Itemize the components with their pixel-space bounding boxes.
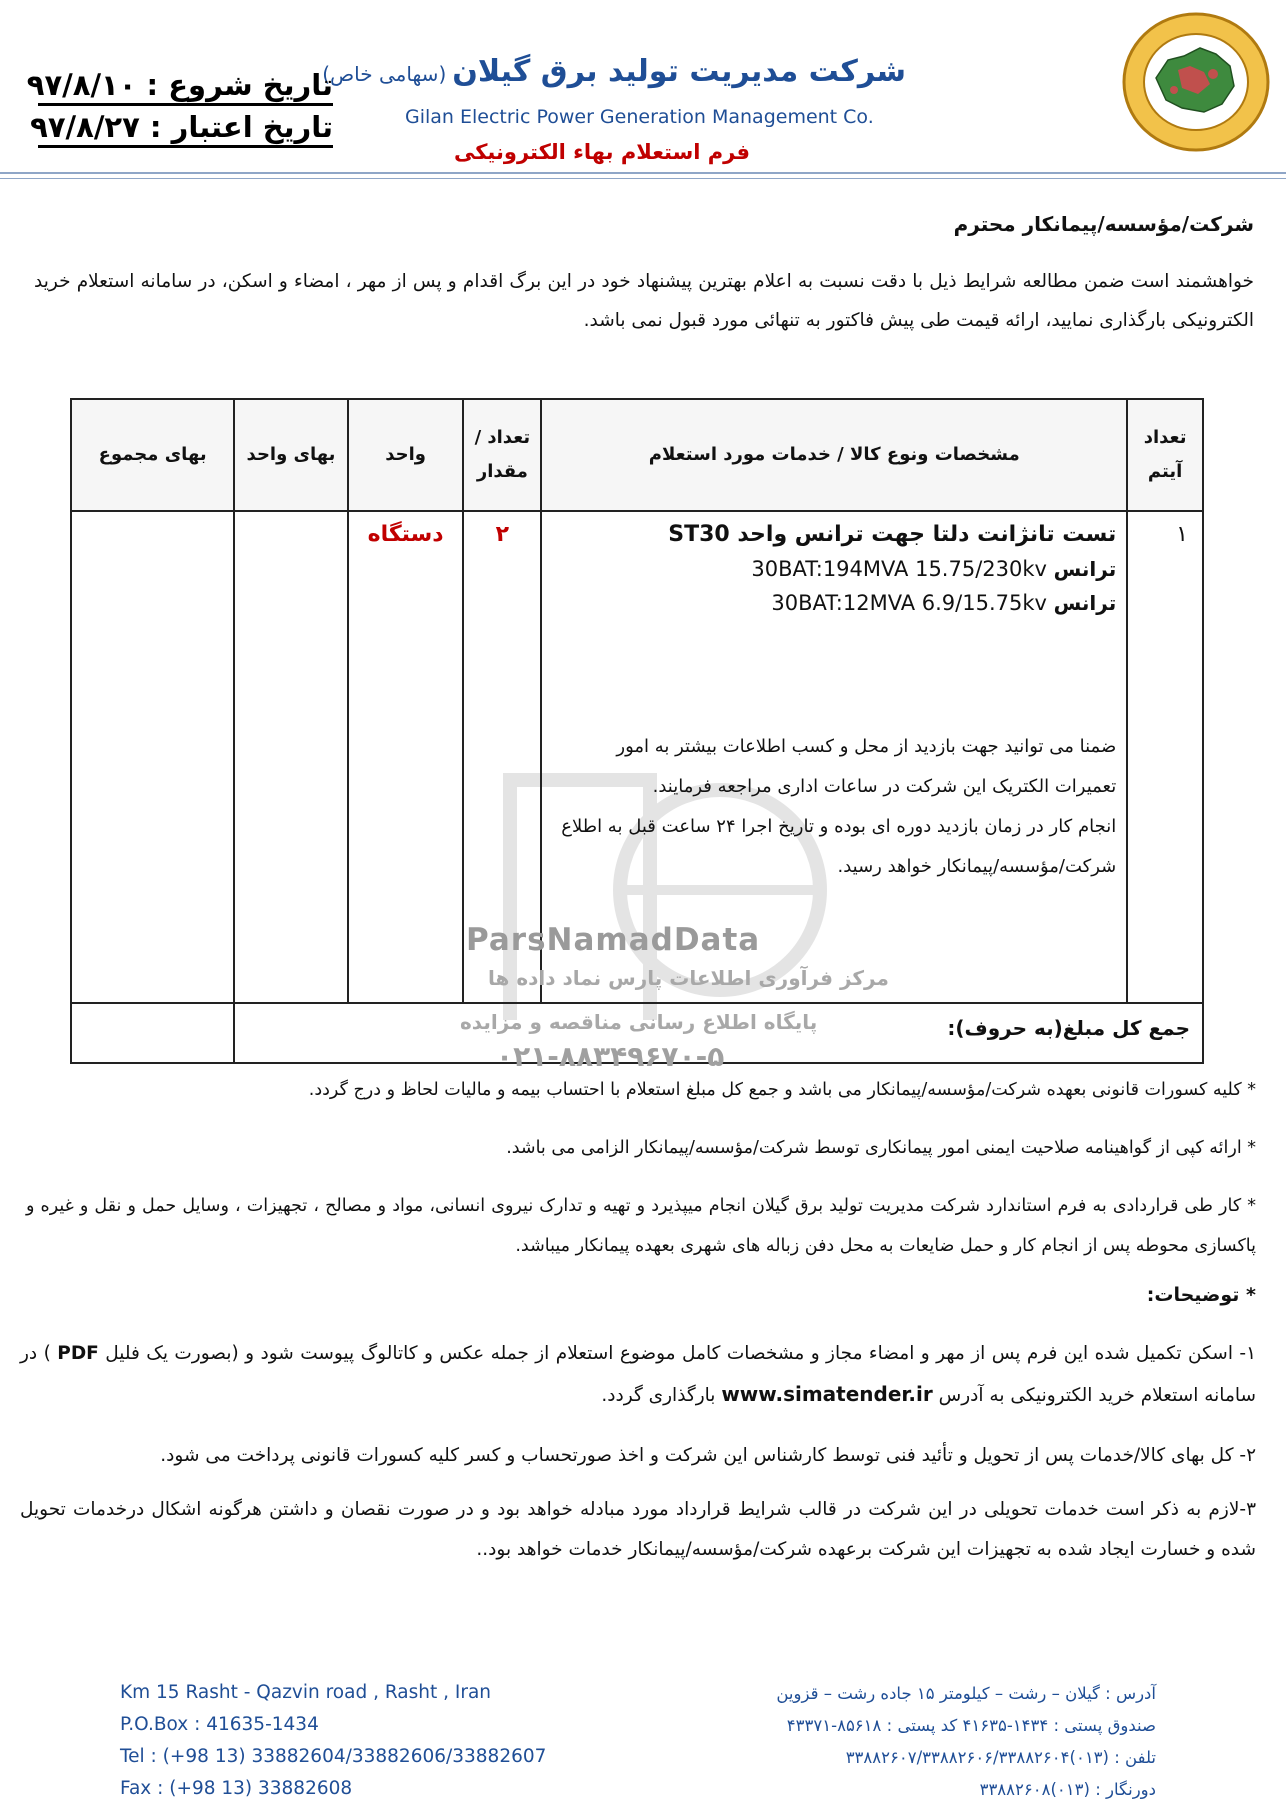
footer-pobox-fa: صندوق پستی : ۱۴۳۴-۴۱۶۳۵ کد پستی : ۸۵۶۱۸-۴۳۳۷۱: [786, 1716, 1156, 1735]
col-header-unit: واحد: [348, 399, 464, 511]
condition-bullet: * ارائه کپی از گواهینامه صلاحیت ایمنی امور پیمانکاری توسط شرکت/مؤسسه/پیمانکار الزامی می باشد.: [506, 1138, 1256, 1158]
header-divider-thin: [0, 178, 1286, 179]
item-note-visit: ضمنا می توانید جهت بازدید از محل و کسب اطلاعات بیشتر به امور تعمیرات الکتریک این شرکت در ساعات اداری مراجعه فرمایند.: [616, 736, 1117, 797]
footer-fax-fa: دورنگار : (۰۱۳)۳۳۸۸۲۶۰۸: [979, 1780, 1156, 1799]
simatender-link[interactable]: www.simatender.ir: [721, 1382, 933, 1406]
footer-fax-en: Fax : (+98 13) 33882608: [120, 1778, 353, 1799]
pdf-label: PDF: [57, 1343, 99, 1364]
footer-tel-fa: تلفن : (۰۱۳)۳۳۸۸۲۶۰۷/۳۳۸۸۲۶۰۶/۳۳۸۸۲۶۰۴: [845, 1748, 1156, 1767]
greeting: شرکت/مؤسسه/پیمانکار محترم: [953, 212, 1254, 236]
watermark-subtitle: مرکز فرآوری اطلاعات پارس نماد داده ها: [488, 966, 889, 990]
col-header-quantity: تعداد / مقدار: [463, 399, 541, 511]
col-header-total-price: بهای مجموع: [71, 399, 234, 511]
condition-bullet: * کلیه کسورات قانونی بعهده شرکت/مؤسسه/پیمانکار می باشد و جمع کل مبلغ استعلام با احتساب بیمه و مالیات لحاظ و درج گردد.: [308, 1080, 1256, 1100]
footer-address-en: Km 15 Rasht - Qazvin road , Rasht , Iran: [120, 1682, 492, 1703]
item-quantity: ۲: [463, 511, 541, 1003]
company-name-en: Gilan Electric Power Generation Management Co.: [405, 106, 874, 128]
col-header-unit-price: بهای واحد: [234, 399, 347, 511]
form-title: فرم استعلام بهاء الکترونیکی: [453, 140, 750, 164]
notes-heading: * توضیحات:: [1146, 1284, 1256, 1306]
intro-paragraph: خواهشمند است ضمن مطالعه شرایط ذیل با دقت نسبت به اعلام بهترین پیشنهاد خود در این برگ اقدام و پس از مهر ، امضاء و اسکن، در سامانه استعلام خرید الکترونیکی بارگذاری نمایید، ارائه قیمت طی پیش فاکتور به تنهائی مورد قبول نمی باشد.: [34, 271, 1254, 331]
footer-pobox-en: P.O.Box : 41635-1434: [120, 1714, 319, 1735]
watermark-site: پایگاه اطلاع رسانی مناقصه و مزایده: [460, 1010, 818, 1034]
note-item-3: ۳-لازم به ذکر است خدمات تحویلی در این شرکت در قالب شرایط قرارداد مورد مبادله خواهد بود و در صورت نقصان و داشتن هرگونه اشکال درخدمات تحویل شده و خسارت ایجاد شده به تجهیزات این شرکت برعهده شرکت/مؤسسه/پیمانکار خدمات خواهد بود..: [20, 1499, 1256, 1560]
valid-date: تاریخ اعتبار : ۹۷/۸/۲۷: [38, 110, 333, 148]
footer-tel-en: Tel : (+98 13) 33882604/33882606/33882607: [120, 1746, 547, 1767]
company-name-fa: شرکت مدیریت تولید برق گیلان(سهامی خاص): [322, 54, 906, 89]
item-spec-2: 30BAT:12MVA 6.9/15.75kv ترانس: [771, 591, 1117, 615]
col-header-description: مشخصات ونوع کالا / خدمات مورد استعلام: [541, 399, 1127, 511]
condition-bullet: * کار طی قراردادی به فرم استاندارد شرکت مدیریت تولید برق گیلان انجام میپذیرد و تهیه و تدارک نیروی انسانی، مواد و مصالح ، تجهیزات ، وسایل حمل و نقل و غیره و پاکسازی محوطه پس از انجام کار و حمل ضایعات به محل دفن زباله های شهری بعهده پیمانکار میباشد.: [26, 1196, 1256, 1256]
start-date: تاریخ شروع : ۹۷/۸/۱۰: [38, 68, 333, 106]
total-amount-label: جمع کل مبلغ(به حروف):: [234, 1003, 1203, 1063]
table-header-row: [71, 399, 1203, 511]
company-type: (سهامی خاص): [322, 62, 447, 86]
note-item-2: ۲- کل بهای کالا/خدمات پس از تحویل و تأئید فنی توسط کارشناس این شرکت و اخذ صورتحساب و کسر کلیه کسورات قانونی پرداخت می شود.: [160, 1445, 1256, 1466]
item-note-schedule: انجام کار در زمان بازدید دوره ای بوده و تاریخ اجرا ۲۴ ساعت قبل به اطلاع شرکت/مؤسسه/پیمانکار خواهد رسید.: [561, 816, 1117, 877]
item-title: تست تانژانت دلتا جهت ترانس واحد ST30: [668, 522, 1117, 547]
header-divider: [0, 172, 1286, 174]
footer-address-fa: آدرس : گیلان – رشت – کیلومتر ۱۵ جاده رشت – قزوین: [776, 1684, 1156, 1703]
item-spec-1: 30BAT:194MVA 15.75/230kv ترانس: [751, 557, 1117, 581]
company-logo-icon: [1118, 8, 1274, 156]
item-number: ۱: [1127, 511, 1203, 1003]
watermark-phone: ۰۲۱-۸۸۳۴۹۶۷۰-۵: [496, 1040, 725, 1073]
unit-price-field[interactable]: [234, 511, 347, 1003]
rfq-table: [70, 398, 1204, 1062]
item-unit: دستگاه: [348, 511, 464, 1003]
col-header-item: تعداد آیتم: [1127, 399, 1203, 511]
item-note: [556, 727, 1116, 887]
total-amount-field[interactable]: [71, 1003, 234, 1063]
note-item-1: ۱- اسکن تکمیل شده این فرم پس از مهر و امضاء مجاز و مشخصات کامل موضوع استعلام از جمله عکس و کاتالوگ پیوست شود و (بصورت یک فلیل PDF ) در سامانه استعلام خرید الکترونیکی به آدرس www.simatender.ir بارگذاری گردد.: [20, 1343, 1256, 1406]
total-price-field[interactable]: [71, 511, 234, 1003]
watermark-brand: ParsNamadData: [466, 922, 761, 958]
